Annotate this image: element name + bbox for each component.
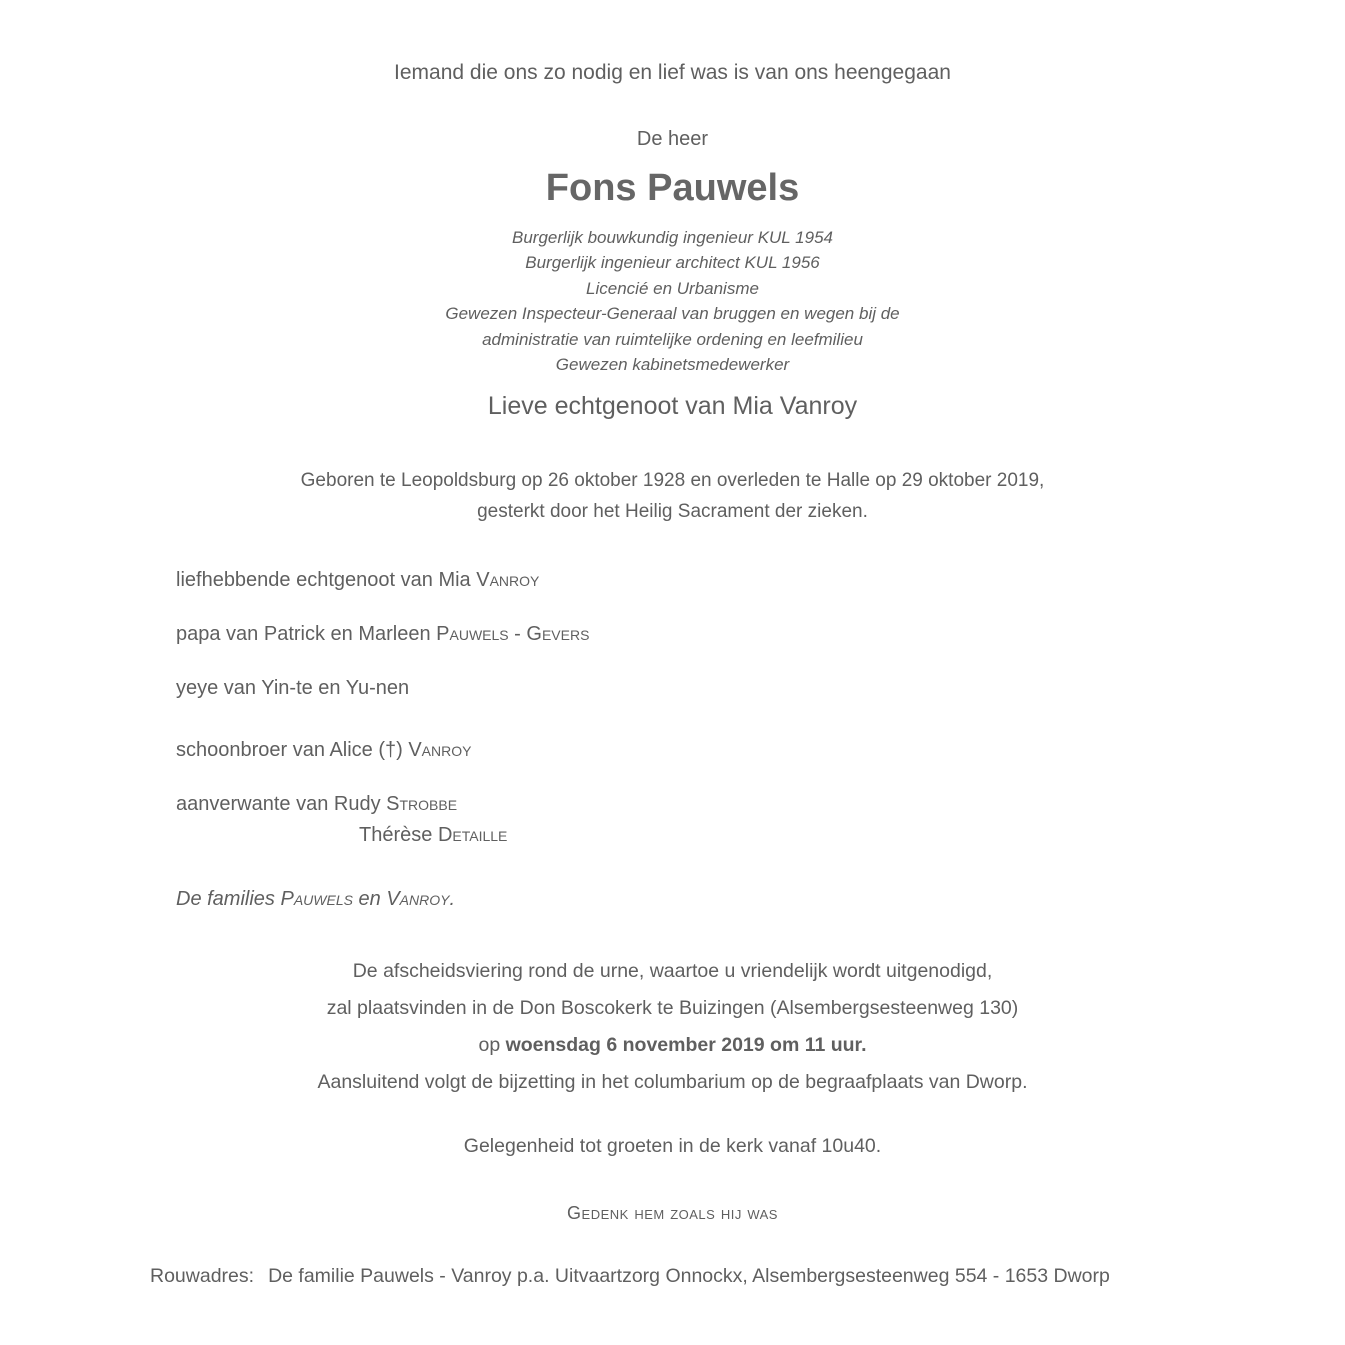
address-label: Rouwadres: [150, 1265, 255, 1287]
credential-line: Burgerlijk ingenieur architect KUL 1956 [525, 253, 820, 273]
motto: Gedenk hem zoals hij was [567, 1203, 778, 1223]
surname: Vanroy [386, 888, 450, 910]
surname: Vanroy [476, 569, 540, 591]
relation-sister-in-law: schoonbroer van Alice (†) Vanroy [176, 739, 472, 761]
relation-grandchildren: yeye van Yin-te en Yu-nen [176, 677, 410, 699]
ceremony-line: zal plaatsvinden in de Don Boscokerk te Buizingen (Alsembergsesteenweg 130) [326, 997, 1019, 1019]
credential-line: Licencié en Urbanisme [586, 278, 759, 298]
mourning-address [150, 1265, 1110, 1288]
ceremony-date: woensdag 6 november 2019 om 11 uur. [505, 1034, 867, 1056]
spouse-line: Lieve echtgenoot van Mia Vanroy [487, 392, 858, 420]
intro-text: Iemand die ons zo nodig en lief was is van ons heengegaan [394, 61, 951, 84]
credential-line: Gewezen Inspecteur-Generaal van bruggen en wegen bij de [445, 304, 900, 324]
address-text: De familie Pauwels - Vanroy p.a. Uitvaartzorg Onnockx, Alsembergsesteenweg 554 - 1653 Dworp [268, 1265, 1110, 1287]
credential-line: Gewezen kabinetsmedewerker [555, 354, 790, 374]
surname: Strobbe [386, 793, 458, 815]
sacrament-line: gesterkt door het Heilig Sacrament der zieken. [477, 501, 868, 522]
credentials-list [0, 225, 1345, 377]
relation-relatives-2: Thérèse Detaille [359, 824, 508, 846]
surname: Detaille [437, 824, 508, 846]
birth-line: Geboren te Leopoldsburg op 26 oktober 1928 en overleden te Halle op 29 oktober 2019, [300, 470, 1045, 491]
surname: Pauwels - Gevers [436, 623, 590, 645]
honorific: De heer [636, 128, 709, 150]
relation-spouse: liefhebbende echtgenoot van Mia Vanroy [176, 569, 540, 591]
greeting-info: Gelegenheid tot groeten in de kerk vanaf 10u40. [463, 1135, 882, 1157]
birth-death-info [0, 465, 1345, 527]
surname: Pauwels [280, 888, 353, 910]
surname: Vanroy [408, 739, 472, 761]
ceremony-info [0, 953, 1345, 1101]
deceased-name: Fons Pauwels [545, 167, 800, 209]
families-line: De families Pauwels en Vanroy. [176, 888, 456, 910]
relation-relatives: aanverwante van Rudy Strobbe [176, 793, 458, 815]
ceremony-date-line: op woensdag 6 november 2019 om 11 uur. [478, 1034, 867, 1056]
credential-line: Burgerlijk bouwkundig ingenieur KUL 1954 [511, 228, 833, 247]
ceremony-line: Aansluitend volgt de bijzetting in het columbarium op de begraafplaats van Dworp. [317, 1071, 1028, 1093]
relation-children: papa van Patrick en Marleen Pauwels - Gevers [176, 623, 590, 645]
ceremony-line: De afscheidsviering rond de urne, waartoe u vriendelijk wordt uitgenodigd, [352, 960, 993, 982]
credential-line: administratie van ruimtelijke ordening en leefmilieu [482, 329, 863, 349]
